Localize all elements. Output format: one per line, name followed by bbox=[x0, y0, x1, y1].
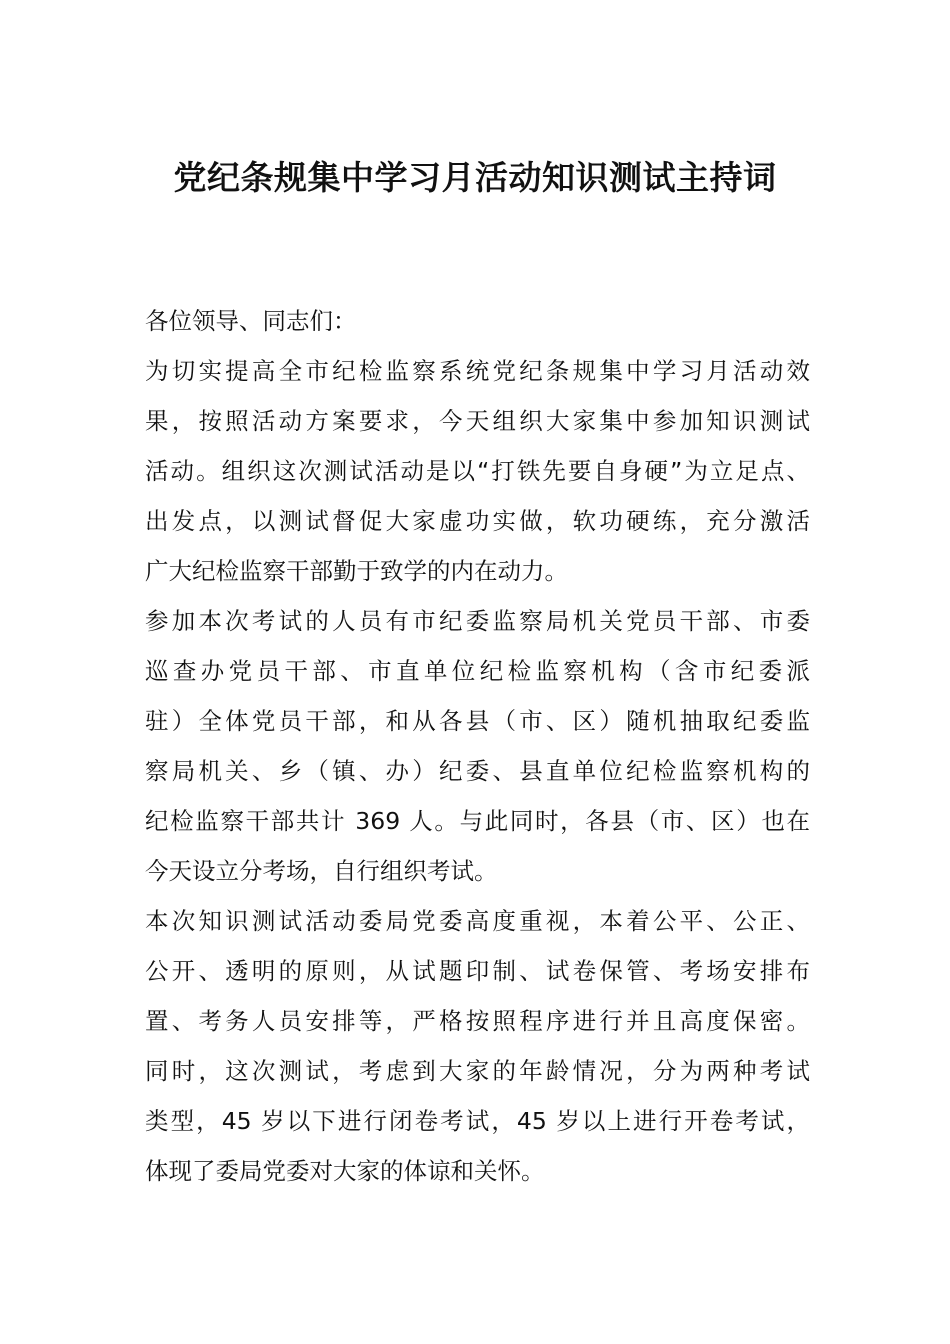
paragraph-3-line-4: 同时，这次测试，考虑到大家的年龄情况，分为两种考试 bbox=[145, 1057, 810, 1085]
paragraph-2-line-6: 今天设立分考场，自行组织考试。 bbox=[145, 857, 498, 885]
document-title: 党纪条规集中学习月活动知识测试主持词 bbox=[173, 158, 777, 197]
paragraph-3-line-6: 体现了委局党委对大家的体谅和关怀。 bbox=[145, 1157, 545, 1185]
paragraph-2-line-1: 参加本次考试的人员有市纪委监察局机关党员干部、市委 bbox=[145, 607, 810, 635]
greeting-line: 各位领导、同志们： bbox=[145, 307, 357, 335]
paragraph-2-line-5: 纪检监察干部共计 369 人。与此同时，各县（市、区）也在 bbox=[145, 807, 810, 835]
paragraph-2-line-4: 察局机关、乡（镇、办）纪委、县直单位纪检监察机构的 bbox=[145, 757, 810, 785]
paragraph-3-line-1: 本次知识测试活动委局党委高度重视，本着公平、公正、 bbox=[145, 907, 810, 935]
paragraph-1-line-4: 出发点，以测试督促大家虚功实做，软功硬练，充分激活 bbox=[145, 507, 810, 535]
paragraph-2-line-2: 巡查办党员干部、市直单位纪检监察机构（含市纪委派 bbox=[145, 657, 810, 685]
paragraph-3-line-5: 类型，45 岁以下进行闭卷考试，45 岁以上进行开卷考试， bbox=[145, 1107, 810, 1135]
document-body bbox=[145, 296, 810, 1196]
paragraph-1-line-5: 广大纪检监察干部勤于致学的内在动力。 bbox=[145, 557, 568, 585]
paragraph-3-line-3: 置、考务人员安排等，严格按照程序进行并且高度保密。 bbox=[145, 1007, 810, 1035]
paragraph-3-line-2: 公开、透明的原则，从试题印制、试卷保管、考场安排布 bbox=[145, 957, 810, 985]
paragraph-2-line-3: 驻）全体党员干部，和从各县（市、区）随机抽取纪委监 bbox=[145, 707, 810, 735]
paragraph-1-line-3: 活动。组织这次测试活动是以“打铁先要自身硬”为立足点、 bbox=[145, 457, 810, 485]
paragraph-1-line-1: 为切实提高全市纪检监察系统党纪条规集中学习月活动效 bbox=[145, 357, 810, 385]
paragraph-1-line-2: 果，按照活动方案要求，今天组织大家集中参加知识测试 bbox=[145, 407, 810, 435]
